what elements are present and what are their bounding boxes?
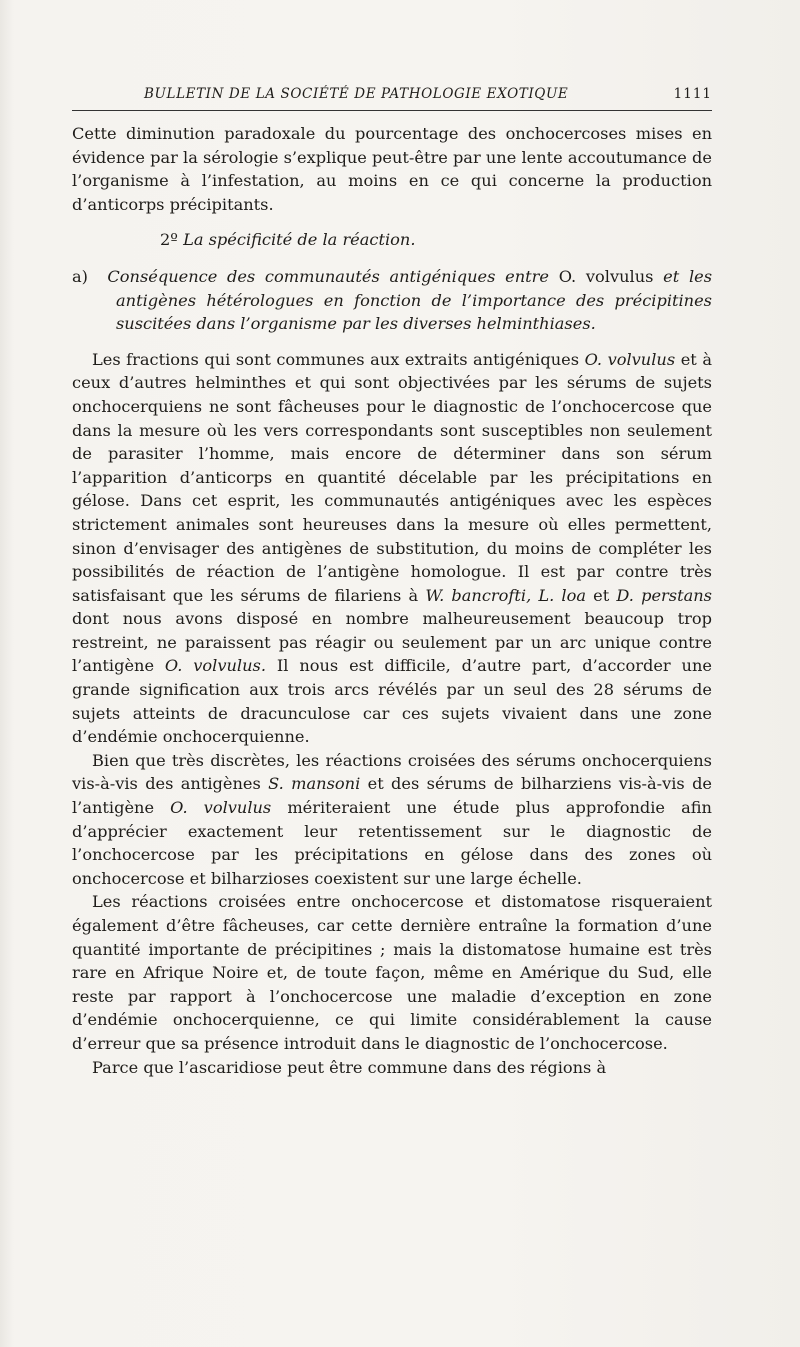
subsection-heading: a) Conséquence des communautés antigéniques entre O. volvulus et les antigènes hétérologues en fonction de l’importance des précipitines suscitées dans l’organisme par les diverses helminthiases. [72, 266, 713, 334]
page-number: 1111 [673, 86, 712, 102]
header-rule [72, 110, 712, 111]
article-body [72, 122, 712, 1079]
paragraph-1: Les fractions qui sont communes aux extraits antigéniques O. volvulus et à ceux d’autres helminthes et qui sont objectivées par les sérums de sujets onchocerquiens ne sont fâcheuses pour le diagnostic de l’onchocercose que dans la mesure où les vers correspondants sont susceptibles non seulement de parasiter l’homme, mais encore de déterminer dans son sérum l’apparition d’anticorps en quantité décelable par les précipitations en gélose. Dans cet esprit, les communautés antigéniques avec les espèces strictement animales sont heureuses dans la mesure où elles permettent, sinon d’envisager des antigènes de substitution, du moins de compléter les possibilités de réaction de l’antigène homologue. Il est par contre très satisfaisant que les sérums de filariens à W. bancrofti, L. loa et D. perstans dont nous avons disposé en nombre malheureusement beaucoup trop restreint, ne paraissent pas réagir ou seulement par un arc unique contre l’antigène O. volvulus. Il nous est difficile, d’autre part, d’accorder une grande signification aux trois arcs révélés par un seul des 28 sérums de sujets atteints de dracunculose car ces sujets vivaient dans une zone d’endémie onchocerquienne. [72, 349, 712, 747]
section-heading [72, 228, 712, 252]
subsection-label: a) [72, 266, 88, 286]
section-title: La spécificité de la réaction. [183, 230, 416, 250]
running-header [72, 86, 712, 108]
paragraph-2: Bien que très discrètes, les réactions croisées des sérums onchocerquiens vis-à-vis des antigènes S. mansoni et des sérums de bilharziens vis-à-vis de l’antigène O. volvulus mériteraient une étude plus approfondie afin d’apprécier exactement leur retentissement sur le diagnostic de l’onchocercose par les précipitations en gélose dans des zones où onchocercose et bilharzioses coexistent sur une large échelle. [72, 750, 713, 888]
paragraph-0: Cette diminution paradoxale du pourcentage des onchocercoses mises en évidence par la sérologie s’explique peut-être par une lente accoutumance de l’organisme à l’infestation, au moins en ce qui concerne la production d’anticorps précipitants. [72, 124, 712, 214]
paragraph-3: Les réactions croisées entre onchocercose et distomatose risqueraient également d’être fâcheuses, car cette dernière entraîne la formation d’une quantité importante de précipitines ; mais la distomatose humaine est très rare en Afrique Noire et, de toute façon, même en Amérique du Sud, elle reste par rapport à l’onchocercose une maladie d’exception en zone d’endémie onchocerquienne, ce qui limite considérablement la cause d’erreur que sa présence introduit dans le diagnostic de l’onchocercose. [72, 892, 712, 1053]
paragraph-4: Parce que l’ascaridiose peut être commune dans des régions à [92, 1057, 607, 1077]
section-number: 2º [160, 230, 178, 250]
running-title: BULLETIN DE LA SOCIÉTÉ DE PATHOLOGIE EXOTIQUE [144, 86, 569, 102]
